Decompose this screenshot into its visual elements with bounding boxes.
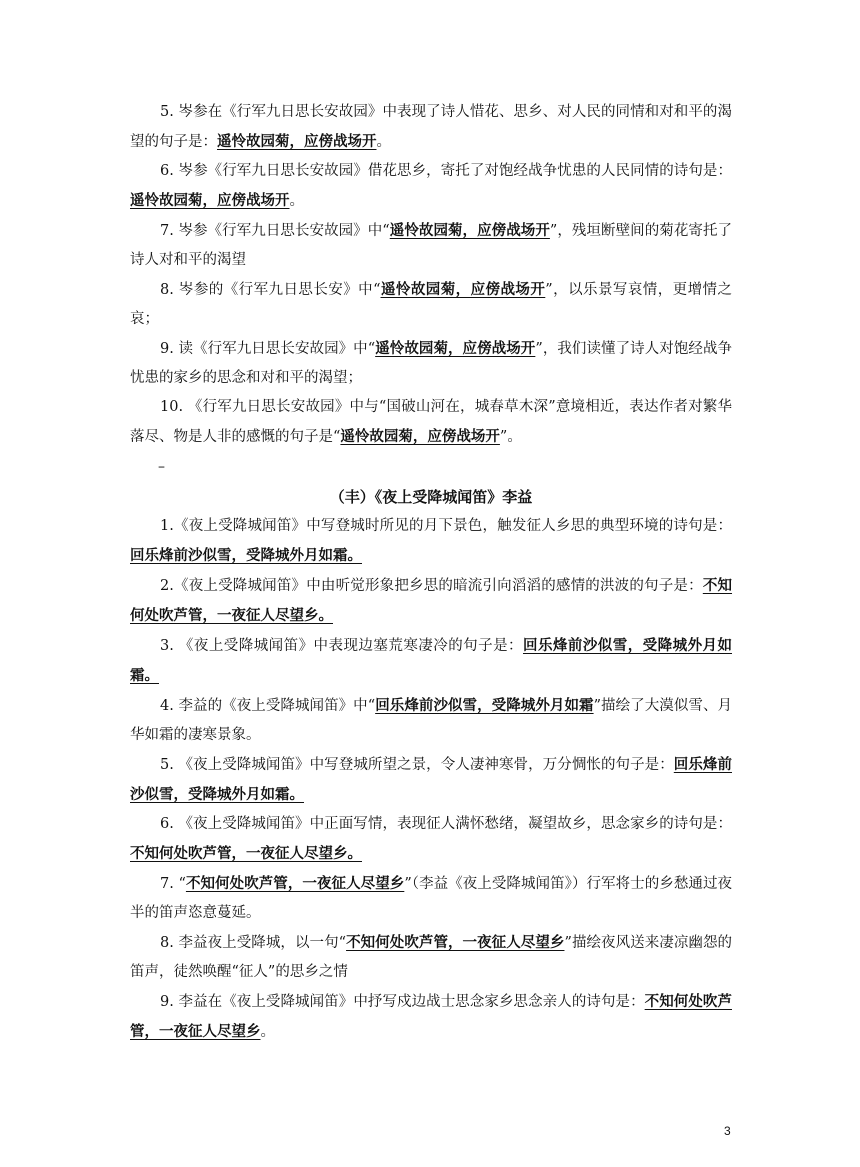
list-item: 9. 读《行军九日思长安故园》中“遥怜故园菊，应傍战场开”，我们读懂了诗人对饱经战争忧患的家乡的思念和对和平的渴望；: [130, 340, 732, 386]
answer-text: 遥怜故园菊，应傍战场开: [380, 281, 546, 298]
list-item: 10. 《行军九日思长安故园》中与“国破山河在，城春草木深”意境相近，表达作者对繁华落尽、物是人非的感慨的句子是“遥怜故园菊，应傍战场开”。: [130, 399, 732, 445]
list-item: 6. 岑参《行军九日思长安故园》借花思乡，寄托了对饱经战争忧患的人民同情的诗句是：遥怜故园菊，应傍战场开。: [130, 163, 732, 209]
list-item: 5. 岑参在《行军九日思长安故园》中表现了诗人惜花、思乡、对人民的同情和对和平的渴望的句子是：遥怜故园菊，应傍战场开。: [130, 104, 732, 150]
list-item: 7. 岑参《行军九日思长安故园》中“遥怜故园菊，应傍战场开”，残垣断壁间的菊花寄托了诗人对和平的渴望: [130, 222, 733, 268]
list-item: 2.《夜上受降城闻笛》中由听觉形象把乡思的暗流引向滔滔的感情的洪波的句子是：不知何处吹芦管，一夜征人尽望乡。: [130, 577, 733, 624]
answer-text: 不知何处吹芦管，一夜征人尽望乡。: [130, 845, 362, 862]
page-content: [130, 98, 732, 1047]
section-heading: （丰）《夜上受降城闻笛》李益: [329, 488, 533, 506]
list-item: 9. 李益在《夜上受降城闻笛》中抒写戍边战士思念家乡思念亲人的诗句是：不知何处吹芦管，一夜征人尽望乡。: [130, 993, 732, 1040]
list-item: 4. 李益的《夜上受降城闻笛》中“回乐烽前沙似雪，受降城外月如霜”描绘了大漠似雪、月华如霜的凄寒景象。: [130, 697, 733, 743]
list-item: 7. “不知何处吹芦管，一夜征人尽望乡”（李益《夜上受降城闻笛》）行军将士的乡愁通过夜半的笛声恣意蔓延。: [130, 875, 732, 921]
answer-text: 回乐烽前沙似雪，受降城外月如霜。: [130, 547, 362, 564]
answer-text: 不知何处吹芦管，一夜征人尽望乡: [346, 934, 565, 951]
list-item: 8. 李益夜上受降城，以一句“不知何处吹芦管，一夜征人尽望乡”描绘夜风送来凄凉幽怨的笛声，徒然唤醒“征人”的思乡之情: [130, 934, 733, 980]
answer-text: 不知何处吹芦管，一夜征人尽望乡。: [130, 577, 733, 624]
list-item: 1.《夜上受降城闻笛》中写登城时所见的月下景色，触发征人乡思的典型环境的诗句是：回乐烽前沙似雪，受降城外月如霜。: [130, 518, 732, 564]
answer-text: 遥怜故园菊，应傍战场开: [389, 222, 550, 239]
answer-text: 遥怜故园菊，应傍战场开: [340, 428, 500, 445]
dash-mark: –: [158, 459, 165, 475]
answer-text: 遥怜故园菊，应傍战场开: [130, 192, 290, 209]
page-number: 3: [724, 1124, 731, 1138]
answer-text: 回乐烽前沙似雪，受降城外月如霜。: [130, 756, 732, 803]
answer-text: 回乐烽前沙似雪，受降城外月如霜: [375, 697, 594, 714]
list-item: 8. 岑参的《行军九日思长安》中“遥怜故园菊，应傍战场开”，以乐景写哀情，更增情之哀；: [130, 281, 732, 327]
list-item: 5. 《夜上受降城闻笛》中写登城所望之景，令人凄神寒骨，万分惆怅的句子是：回乐烽前沙似雪，受降城外月如霜。: [130, 756, 732, 803]
list-item: 6. 《夜上受降城闻笛》中正面写情，表现征人满怀愁绪，凝望故乡，思念家乡的诗句是：不知何处吹芦管，一夜征人尽望乡。: [130, 816, 732, 862]
answer-text: 不知何处吹芦管，一夜征人尽望乡: [130, 993, 732, 1040]
answer-text: 遥怜故园菊，应傍战场开: [217, 133, 377, 150]
answer-text: 不知何处吹芦管，一夜征人尽望乡: [185, 875, 405, 892]
answer-text: 回乐烽前沙似雪，受降城外月如霜。: [130, 637, 732, 684]
list-item: 3. 《夜上受降城闻笛》中表现边塞荒寒凄冷的句子是：回乐烽前沙似雪，受降城外月如霜。: [130, 637, 732, 684]
answer-text: 遥怜故园菊，应傍战场开: [375, 340, 536, 357]
